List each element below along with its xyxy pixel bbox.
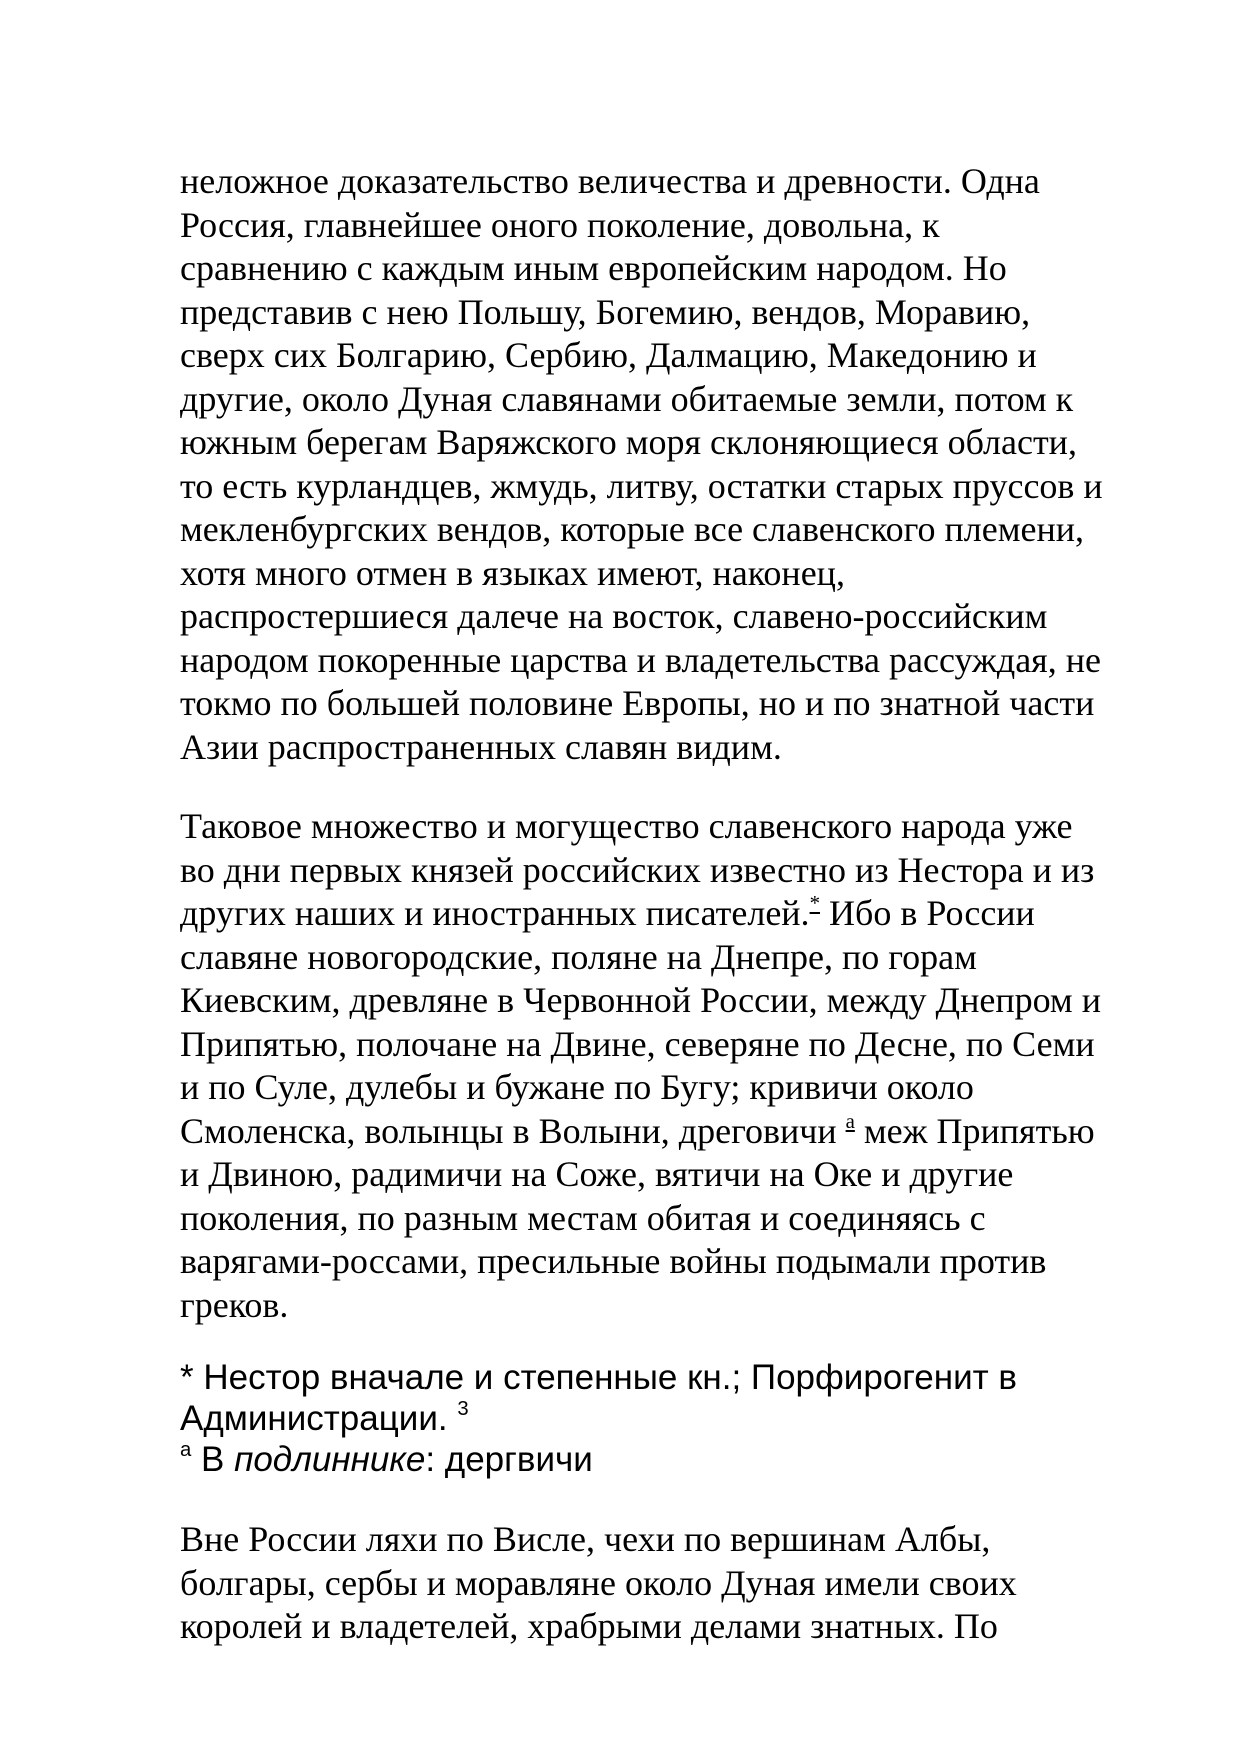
paragraph-1	[180, 160, 1180, 769]
text-segment: меж Припятью	[854, 1110, 1095, 1151]
footnote-1-line: * Нестор вначале и степенные кн.; Порфирогенит в	[180, 1358, 1017, 1397]
text-segment: Администрации.	[180, 1399, 448, 1438]
text-line: токмо по большей половине Европы, но и по знатной части	[180, 683, 1095, 723]
text-segment: других наших и иностранных писателей.	[180, 893, 810, 933]
paragraph-3	[180, 1518, 1180, 1649]
text-line: Вне России ляхи по Висле, чехи по вершинам Албы,	[180, 1519, 991, 1559]
text-line: королей и владетелей, храбрыми делами знатных. По	[180, 1606, 998, 1646]
text-segment: Ибо в России	[820, 893, 1035, 933]
text-line: сравнению с каждым иным европейским народом. Но	[180, 248, 1007, 288]
footnotes	[180, 1357, 1180, 1480]
text-segment: В	[191, 1440, 235, 1479]
footnote-ref-asterisk[interactable]: *	[809, 891, 820, 915]
text-line: другие, около Дуная славянами обитаемые земли, потом к	[180, 378, 1074, 419]
text-segment: : дергвичи	[425, 1440, 593, 1479]
text-line: Россия, главнейшее оного поколение, довольна, к	[180, 204, 940, 245]
italic-term: подлиннике	[234, 1440, 426, 1479]
text-line: поколения, по разным местам обитая и соединяясь с	[180, 1197, 986, 1238]
text-line: хотя много отмен в языках имеют, наконец,	[180, 552, 845, 593]
text-line: и по Суле, дулебы и бужане по Бугу; кривичи около	[180, 1067, 974, 1107]
footnote-number: 3	[457, 1398, 469, 1421]
text-line: народом покоренные царства и владетельства рассуждая, не	[180, 639, 1101, 680]
footnote-mark-a: а	[180, 1439, 192, 1462]
text-segment: Смоленска, волынцы в Волыни, дреговичи	[180, 1110, 846, 1151]
text-line	[180, 892, 1180, 936]
text-line: болгары, сербы и моравляне около Дуная имели своих	[180, 1562, 1017, 1603]
text-line: варягами-россами, пресильные войны подымали против	[180, 1241, 1047, 1281]
footnote-2-line	[180, 1439, 1180, 1480]
footnote-ref-a[interactable]: а	[845, 1108, 855, 1133]
text-line: греков.	[180, 1284, 289, 1325]
text-line: и Двиною, радимичи на Соже, вятичи на Оке и другие	[180, 1154, 1014, 1194]
text-line: Киевским, древляне в Червонной России, между Днепром и	[180, 980, 1101, 1020]
text-line: южным берегам Варяжского моря склоняющиеся области,	[180, 422, 1077, 462]
paragraph-2	[180, 805, 1180, 1327]
text-line	[180, 1110, 1180, 1154]
text-line: распростершиеся далече на восток, славено-российским	[180, 596, 1048, 636]
text-line: неложное доказательство величества и древности. Одна	[180, 161, 1040, 201]
document-page	[180, 160, 1180, 1649]
text-line: Азии распространенных славян видим.	[180, 726, 782, 767]
text-line: сверх сих Болгарию, Сербию, Далмацию, Македонию и	[180, 335, 1037, 375]
text-line: представив с нею Польшу, Богемию, вендов, Моравию,	[180, 291, 1031, 332]
footnote-1-line	[180, 1398, 1180, 1439]
text-line: славяне новогородские, поляне на Днепре, по горам	[180, 936, 977, 977]
text-line: Припятью, полочане на Двине, северяне по Десне, по Семи	[180, 1023, 1095, 1064]
text-line: мекленбургских вендов, которые все славенского племени,	[180, 509, 1085, 549]
text-line: то есть курландцев, жмудь, литву, остатки старых пруссов и	[180, 465, 1103, 506]
text-line: во дни первых князей российских известно из Нестора и из	[180, 849, 1095, 890]
text-line: Таковое множество и могущество славенского народа уже	[180, 806, 1073, 846]
